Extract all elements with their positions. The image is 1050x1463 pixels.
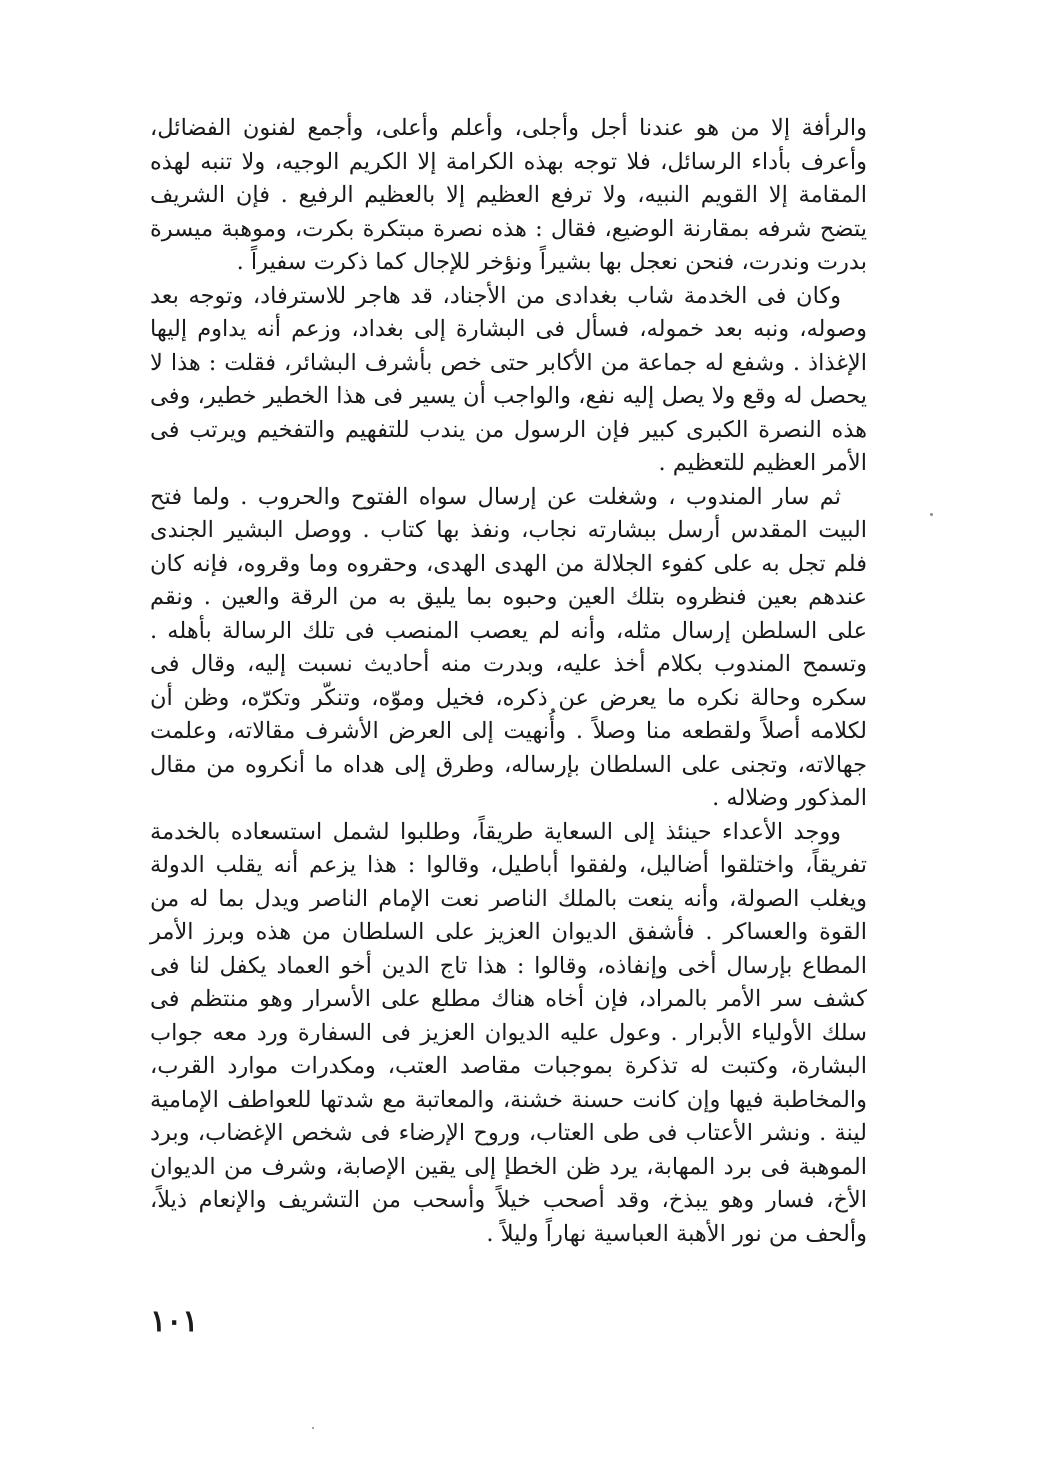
paragraph-1: والرأفة إلا من هو عندنا أجل وأجلى، وأعلم وأعلى، وأجمع لفنون الفضائل، وأعرف بأداء الرسائل، فلا توجه بهذه الكرامة إلا الكريم الوجيه، ولا تنبه لهذه المقامة إلا القويم النبيه، ولا ترفع العظيم إلا بالعظيم الرفيع . فإن الشريف يتضح شرفه بمقارنة الوضيع، فقال : هذه نصرة مبتكرة بكرت، وموهبة ميسرة بدرت وندرت، فنحن نعجل بها بشيراً ونؤخر للإجال كما ذكرت سفيراً . xyxy=(150,115,867,275)
page-number: ١٠١ xyxy=(150,1304,199,1339)
scan-speck xyxy=(312,1427,314,1429)
paragraph-2: وكان فى الخدمة شاب بغدادى من الأجناد، قد هاجر للاسترفاد، وتوجه بعد وصوله، ونبه بعد خموله، فسأل فى البشارة إلى بغداد، وزعم أنه يداوم إليها الإغذاذ . وشفع له جماعة من الأكابر حتى خص بأشرف البشائر، فقلت : هذا لا يحصل له وقع ولا يصل إليه نفع، والواجب أن يسير فى هذا الخطير خطير، وفى هذه النصرة الكبرى كبير فإن الرسول من يندب للتفهيم والتفخيم ويرتب فى الأمر العظيم للتعظيم . xyxy=(150,282,867,476)
paragraph-4: ووجد الأعداء حينئذ إلى السعاية طريقاً، وطلبوا لشمل استسعاده بالخدمة تفريقاً، واختلقوا أضاليل، ولفقوا أباطيل، وقالوا : هذا يزعم أنه يقلب الدولة ويغلب الصولة، وأنه ينعت بالملك الناصر نعت الإمام الناصر ويدل بما له من القوة والعساكر . فأشفق الديوان العزيز على السلطان من هذه وبرز الأمر المطاع بإرسال أخى وإنفاذه، وقالوا : هذا تاج الدين أخو العماد يكفل لنا فى كشف سر الأمر بالمراد، فإن أخاه هناك مطلع على الأسرار وهو منتظم فى سلك الأولياء الأبرار . وعول عليه الديوان العزيز فى السفارة ورد معه جواب البشارة، وكتبت له تذكرة بموجبات مقاصد العتب، ومكدرات موارد القرب، والمخاطبة فيها وإن كانت حسنة خشنة، والمعاتبة مع شدتها للعواطف الإمامية لينة . ونشر الأعتاب فى طى العتاب، وروح الإرضاء فى شخص الإغضاب، وبرد الموهبة فى برد المهابة، يرد ظن الخطإ إلى يقين الإصابة، وشرف من الديوان الأخ، فسار وهو يبذخ، وقد أصحب خيلاً وأسحب من التشريف والإنعام ذيلاً، وألحف من نور الأهبة العباسية نهاراً وليلاً . xyxy=(150,818,867,1247)
body-text xyxy=(150,112,867,1251)
scan-speck xyxy=(930,513,933,516)
paragraph-3: ثم سار المندوب ، وشغلت عن إرسال سواه الفتوح والحروب . ولما فتح البيت المقدس أرسل ببشارته نجاب، ونفذ بها كتاب . ووصل البشير الجندى فلم تجل به على كفوء الجلالة من الهدى الهدى، وحقروه وما وقروه، فإنه كان عندهم بعين فنظروه بتلك العين وحبوه بما يليق به من الرقة والعين . ونقم على السلطن إرسال مثله، وأنه لم يعصب المنصب فى تلك الرسالة بأهله . وتسمح المندوب بكلام أخذ عليه، وبدرت منه أحاديث نسبت إليه، وقال فى سكره وحالة نكره ما يعرض عن ذكره، فخيل وموّه، وتنكّر وتكرّه، وظن أن لكلامه أصلاً ولقطعه منا وصلاً . وأُنهيت إلى العرض الأشرف مقالاته، وعلمت جهالاته، وتجنى على السلطان بإرساله، وطرق إلى هداه ما أنكروه من مقال المذكور وضلاله . xyxy=(150,483,867,811)
